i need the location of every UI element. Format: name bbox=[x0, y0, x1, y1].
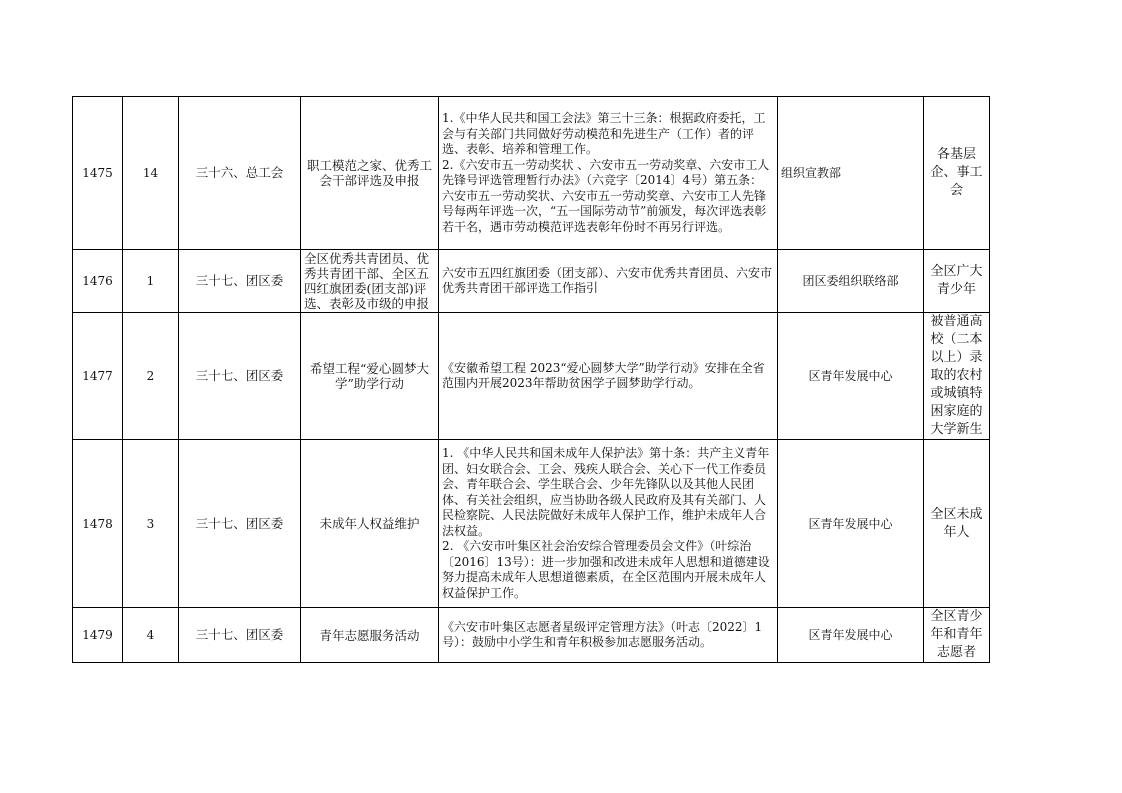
seq-cell: 1478 bbox=[73, 440, 123, 608]
target-cell: 全区广大青少年 bbox=[924, 250, 990, 313]
basis-cell bbox=[439, 608, 778, 663]
item-cell: 青年志愿服务活动 bbox=[301, 608, 439, 663]
basis-cell bbox=[439, 250, 778, 313]
table-row bbox=[73, 608, 990, 663]
category-cell: 三十七、团区委 bbox=[179, 313, 301, 440]
basis-paragraph: 六安市五四红旗团委（团支部）、六安市优秀共青团员、六安市优秀共青团干部评选工作指引 bbox=[442, 265, 773, 295]
basis-cell bbox=[439, 313, 778, 440]
sub-seq-cell: 3 bbox=[123, 440, 179, 608]
dept-cell: 区青年发展中心 bbox=[778, 313, 924, 440]
basis-cell bbox=[439, 440, 778, 608]
category-cell: 三十七、团区委 bbox=[179, 440, 301, 608]
dept-cell: 团区委组织联络部 bbox=[778, 250, 924, 313]
category-cell: 三十七、团区委 bbox=[179, 250, 301, 313]
basis-cell bbox=[439, 97, 778, 250]
category-cell: 三十六、总工会 bbox=[179, 97, 301, 250]
sub-seq-cell: 1 bbox=[123, 250, 179, 313]
dept-cell: 区青年发展中心 bbox=[778, 608, 924, 663]
basis-paragraph: 1.《中华人民共和国工会法》第三十三条：根据政府委托，工会与有关部门共同做好劳动模范和先进生产（工作）者的评选、表彰、培养和管理工作。 bbox=[442, 111, 766, 156]
table-row bbox=[73, 97, 990, 250]
table-row bbox=[73, 250, 990, 313]
target-cell: 被普通高校（二本以上）录取的农村或城镇特困家庭的大学新生 bbox=[924, 313, 990, 440]
sub-seq-cell: 14 bbox=[123, 97, 179, 250]
basis-paragraph: 2.《六安市五一劳动奖状 、六安市五一劳动奖章、六安市工人先锋号评选管理暂行办法》（六竞字〔2014〕4号）第五条：六安市五一劳动奖状、六安市五一劳动奖章、六安市工人先锋号每两年评选一次，“五一国际劳动节”前颁发，每次评选表彰若干名，遇市劳动模范评选表彰年份时不再另行评选。 bbox=[442, 157, 770, 234]
basis-paragraph: 《安徽希望工程 2023“爱心圆梦大学”助学行动》安排在全省范围内开展2023年帮助贫困学子圆梦助学行动。 bbox=[442, 360, 765, 390]
seq-cell: 1476 bbox=[73, 250, 123, 313]
dept-cell: 区青年发展中心 bbox=[778, 440, 924, 608]
dept-cell: 组织宣教部 bbox=[778, 97, 924, 250]
item-cell: 未成年人权益维护 bbox=[301, 440, 439, 608]
item-cell: 全区优秀共青团员、优秀共青团干部、全区五四红旗团委(团支部)评选、表彰及市级的申报 bbox=[301, 250, 439, 313]
item-cell: 希望工程“爱心圆梦大学”助学行动 bbox=[301, 313, 439, 440]
sub-seq-cell: 2 bbox=[123, 313, 179, 440]
item-cell: 职工模范之家、优秀工会干部评选及申报 bbox=[301, 97, 439, 250]
basis-paragraph: 2. 《六安市叶集区社会治安综合管理委员会文件》（叶综治〔2016〕13号）：进一步加强和改进未成年人思想和道德建设努力提高未成年人思想道德素质，在全区范围内开展未成年人权益保护工作。 bbox=[442, 539, 770, 600]
service-items-table bbox=[72, 96, 990, 663]
basis-paragraph: 1. 《中华人民共和国未成年人保护法》第十条：共产主义青年团、妇女联合会、工会、残疾人联合会、关心下一代工作委员会、青年联合会、学生联合会、少年先锋队以及其他人民团体、有关社会组织，应当协助各级人民政府及其有关部门、人民检察院、人民法院做好未成年人保护工作，维护未成年人合法权益。 bbox=[442, 446, 770, 538]
seq-cell: 1475 bbox=[73, 97, 123, 250]
sub-seq-cell: 4 bbox=[123, 608, 179, 663]
basis-paragraph: 《六安市叶集区志愿者星级评定管理方法》（叶志〔2022〕1号）：鼓励中小学生和青年积极参加志愿服务活动。 bbox=[442, 619, 763, 649]
category-cell: 三十七、团区委 bbox=[179, 608, 301, 663]
table-row bbox=[73, 313, 990, 440]
table-row bbox=[73, 440, 990, 608]
target-cell: 全区未成年人 bbox=[924, 440, 990, 608]
seq-cell: 1479 bbox=[73, 608, 123, 663]
seq-cell: 1477 bbox=[73, 313, 123, 440]
target-cell: 各基层企、事工会 bbox=[924, 97, 990, 250]
target-cell: 全区青少年和青年志愿者 bbox=[924, 608, 990, 663]
